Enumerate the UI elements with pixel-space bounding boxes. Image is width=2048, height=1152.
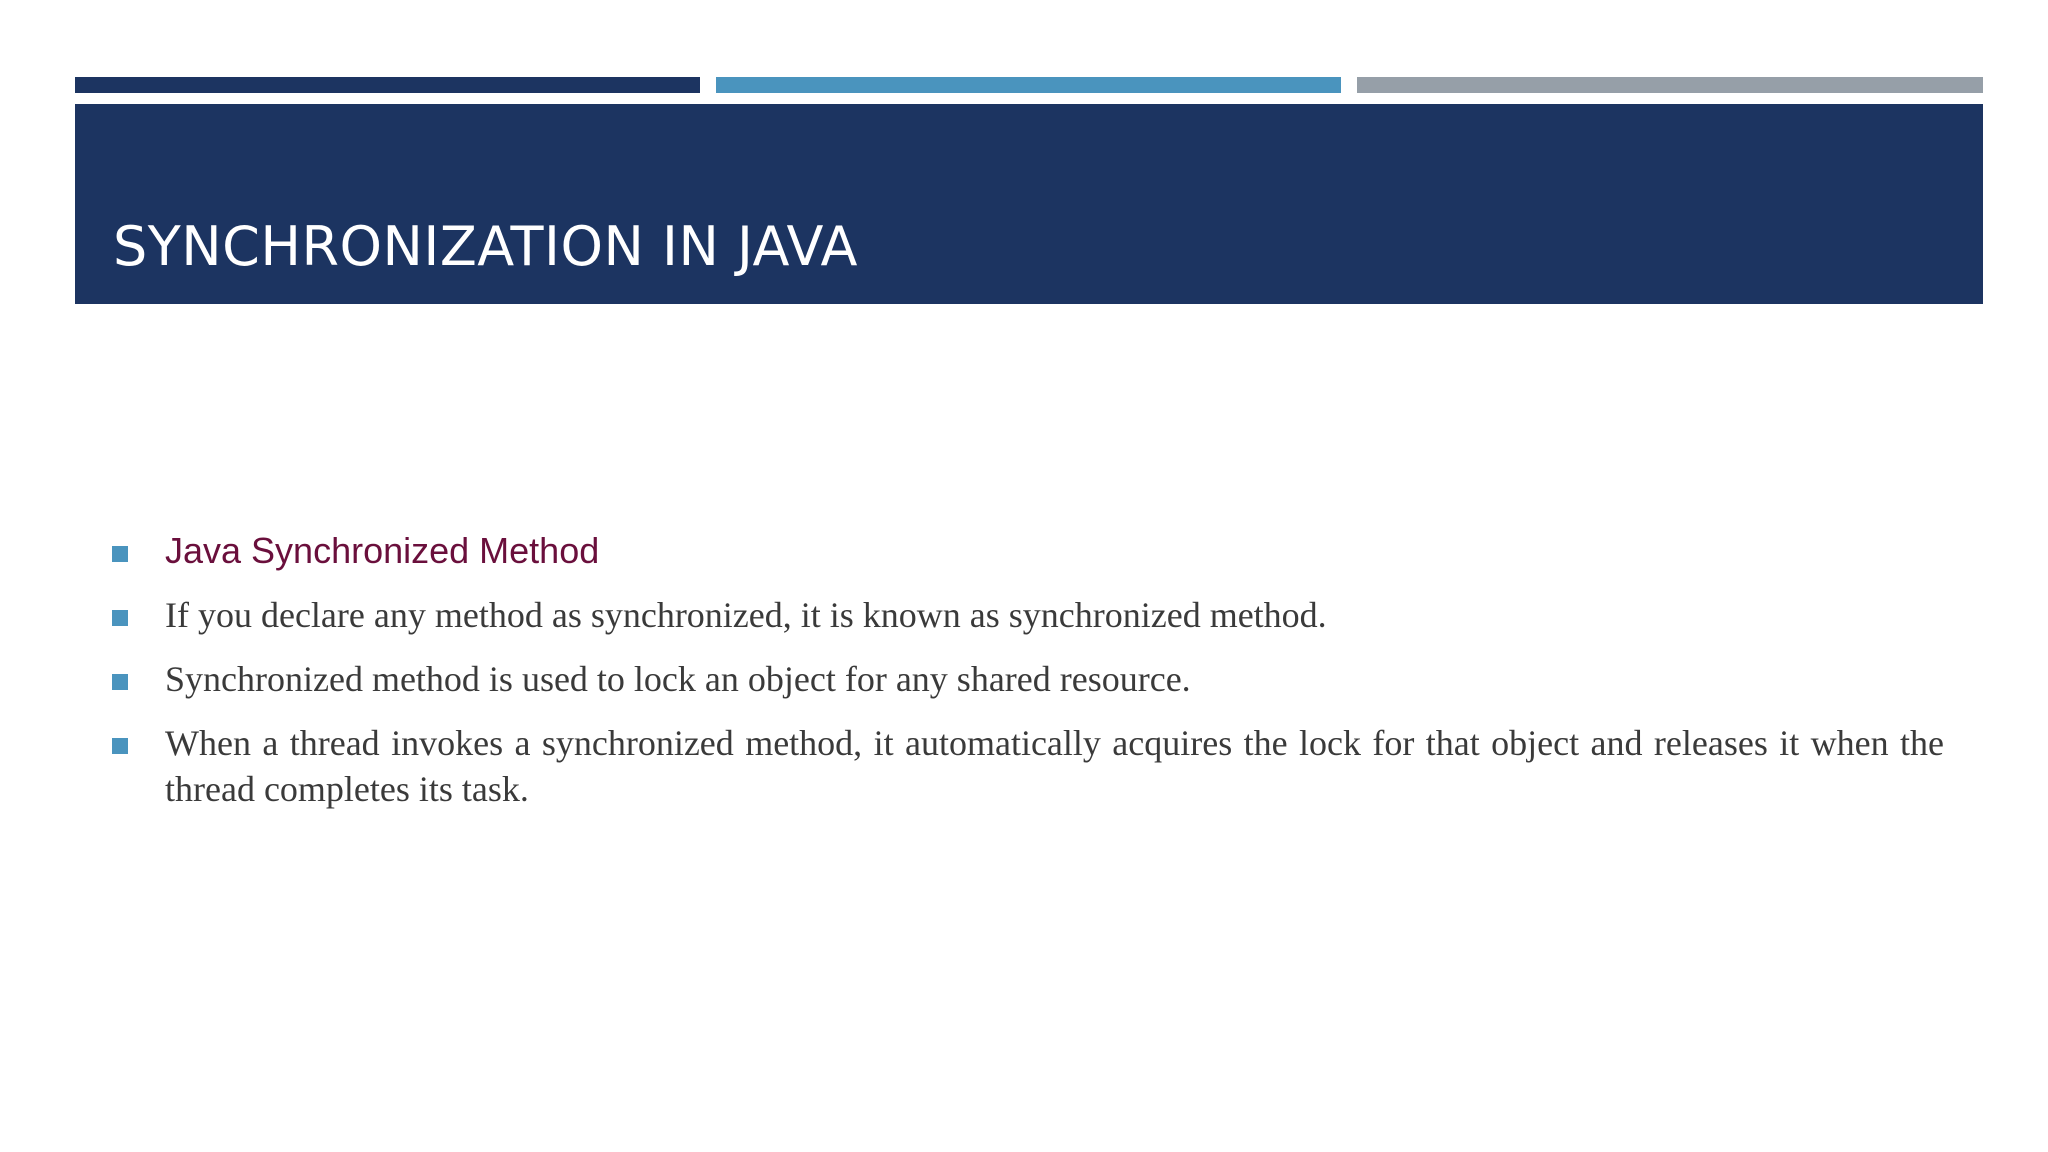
title-band — [75, 104, 1983, 304]
bullet-item — [112, 528, 1944, 574]
accent-bar-dark-blue — [75, 77, 700, 93]
accent-bar-light-blue — [716, 77, 1341, 93]
bullet-list — [112, 528, 1944, 830]
square-bullet-icon — [112, 674, 128, 690]
bullet-item — [112, 656, 1944, 702]
square-bullet-icon — [112, 546, 128, 562]
square-bullet-icon — [112, 610, 128, 626]
bullet-item — [112, 720, 1944, 812]
bullet-text: When a thread invokes a synchronized method, it automatically acquires the lock for that object and releases it when the thread completes its task. — [165, 723, 1944, 809]
bullet-item — [112, 592, 1944, 638]
square-bullet-icon — [112, 738, 128, 754]
bullet-text: If you declare any method as synchronized, it is known as synchronized method. — [165, 595, 1327, 635]
bullet-text: Java Synchronized Method — [165, 530, 600, 571]
slide-title: SYNCHRONIZATION IN JAVA — [113, 215, 858, 278]
accent-bar-gray — [1357, 77, 1983, 93]
bullet-text: Synchronized method is used to lock an object for any shared resource. — [165, 659, 1191, 699]
